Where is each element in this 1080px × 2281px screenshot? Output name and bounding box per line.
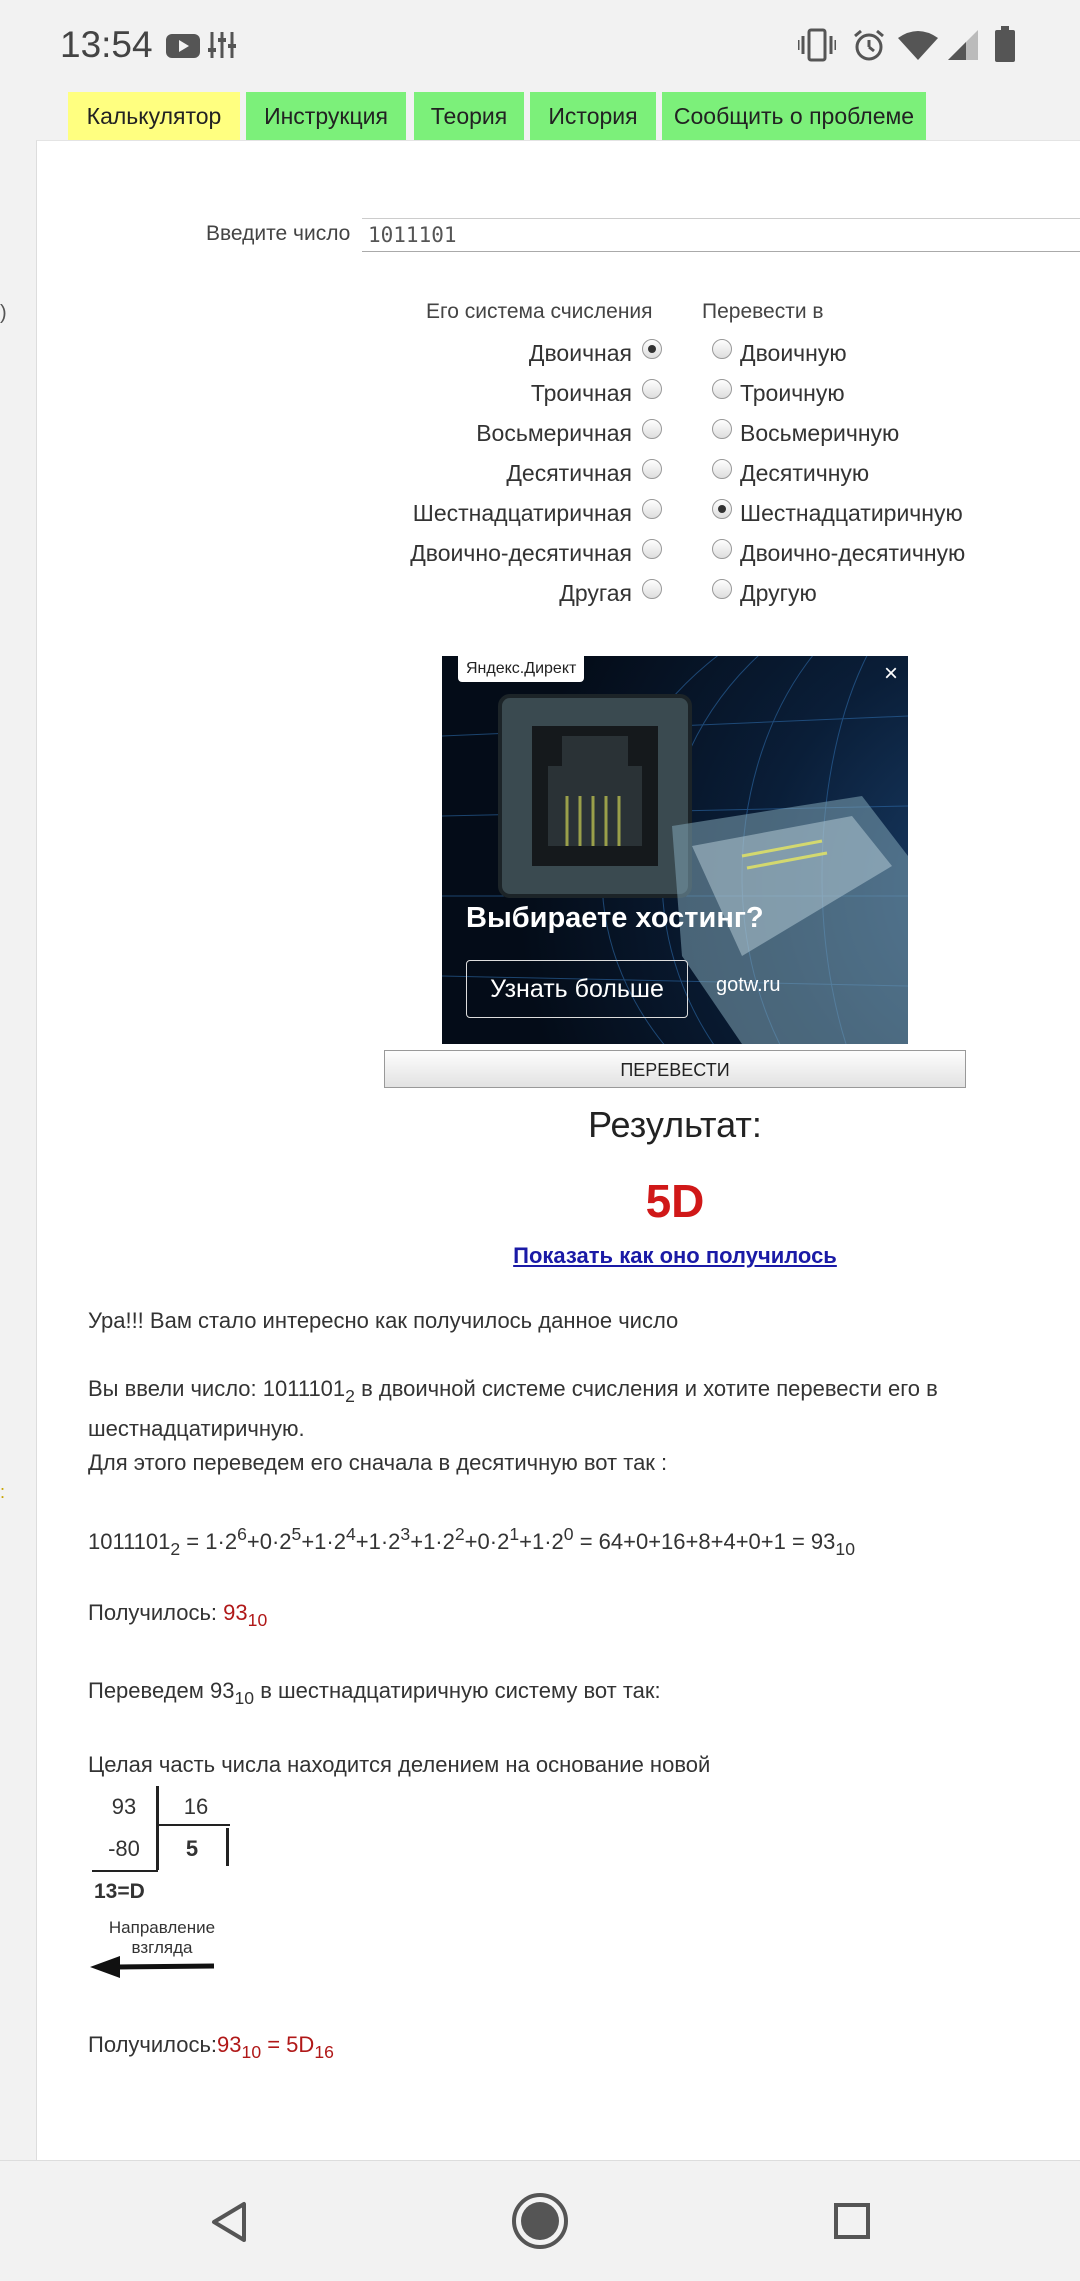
from-option-label: Двоично-десятичная (410, 540, 632, 566)
left-edge-fragment: ) (0, 302, 7, 324)
integer-part-text: Целая часть числа находится делением на основание новой (88, 1752, 711, 1777)
back-icon[interactable] (210, 2201, 248, 2243)
from-radio-hex[interactable] (642, 499, 662, 519)
to-option-label: Двоично-десятичную (740, 540, 966, 566)
number-input-label: Введите число (206, 222, 351, 245)
to-option-label: Троичную (740, 380, 845, 406)
from-option-label: Восьмеричная (476, 420, 632, 446)
direction-label-line: Направление (108, 1918, 216, 1937)
division-divisor: 16 (183, 1794, 209, 1819)
from-option-label: Десятичная (506, 460, 632, 486)
to-radio-other[interactable] (712, 579, 732, 599)
result-value: 5D (645, 1175, 705, 1227)
to-radio-hex[interactable] (712, 499, 732, 519)
expansion-formula: $1011101_2 = 1\cdot 2^6+0\cdot 2^5+1\cdot 2^4+1\cdot 2^3+1\cdot 2^2+0\cdot 2^1+1\cdot 2^0 = 64+0+16+8+4+0+1 = 93_{10}$ (88, 1524, 855, 1559)
entered-number-line-2: шестнадцатиричную. (88, 1416, 305, 1441)
alarm-icon (852, 28, 886, 62)
entered-number-line: Вы ввели число: $1011101_2$ в двоичной системе счисления и хотите перевести его в (88, 1376, 938, 1407)
tab-theory[interactable]: Теория (414, 92, 524, 140)
final-result-line: $Получилось:93_{10} = 5D_{16}$ (88, 2032, 334, 2063)
division-line (226, 1828, 229, 1866)
battery-icon (994, 26, 1016, 62)
recents-icon[interactable] (834, 2203, 870, 2239)
division-dividend: 93 (111, 1794, 137, 1819)
to-base-header: Перевести в (702, 300, 824, 323)
division-subtract: -80 (108, 1836, 140, 1861)
signal-icon (948, 30, 978, 60)
ad-banner[interactable] (442, 656, 908, 1044)
to-radio-binary[interactable] (712, 339, 732, 359)
from-base-header: Его система счисления (426, 300, 653, 323)
convert-button[interactable]: ПЕРЕВЕСТИ (384, 1050, 966, 1088)
explanation-intro: Ура!!! Вам стало интересно как получилось данное число (88, 1308, 679, 1333)
from-radio-bcd[interactable] (642, 539, 662, 559)
status-bar (0, 0, 1080, 90)
from-option-label: Шестнадцатиричная (412, 500, 632, 526)
home-icon[interactable] (510, 2191, 570, 2251)
tab-instruction[interactable]: Инструкция (246, 92, 406, 140)
from-radio-decimal[interactable] (642, 459, 662, 479)
vibrate-icon (798, 28, 836, 62)
ad-domain[interactable]: gotw.ru (716, 974, 781, 996)
ad-source-label: Яндекс.Директ (458, 656, 584, 682)
from-radio-ternary[interactable] (642, 379, 662, 399)
to-radio-decimal[interactable] (712, 459, 732, 479)
tab-history[interactable]: История (530, 92, 656, 140)
to-radio-bcd[interactable] (712, 539, 732, 559)
wifi-icon (898, 30, 938, 60)
from-radio-binary[interactable] (642, 339, 662, 359)
tab-calculator[interactable]: Калькулятор (68, 92, 240, 140)
first-step-text: Для этого переведем его сначала в десятичную вот так : (88, 1450, 668, 1475)
ad-close-icon[interactable]: × (883, 660, 898, 687)
direction-arrow-icon (90, 1952, 216, 1982)
to-radio-ternary[interactable] (712, 379, 732, 399)
result-title: Результат: (588, 1104, 762, 1145)
to-radio-octal[interactable] (712, 419, 732, 439)
equalizer-icon (208, 30, 236, 60)
division-remainder: 13=D (94, 1880, 145, 1903)
to-option-label: Восьмеричную (740, 420, 900, 446)
convert-to-hex-line: Переведем $93_{10}$ в шестнадцатиричную систему вот так: (88, 1678, 661, 1709)
number-input[interactable] (362, 218, 1080, 252)
from-radio-octal[interactable] (642, 419, 662, 439)
from-option-label: Другая (559, 580, 632, 606)
show-how-link[interactable]: Показать как оно получилось (513, 1243, 837, 1268)
from-option-label: Двоичная (528, 340, 632, 366)
to-option-label: Шестнадцатиричную (740, 500, 963, 526)
decimal-result-line: Получилось: $93_{10}$ (88, 1600, 268, 1631)
division-line (158, 1824, 230, 1826)
to-option-label: Двоичную (740, 340, 847, 366)
division-quotient: 5 (185, 1836, 199, 1861)
youtube-icon (166, 34, 200, 58)
navigation-bar (0, 2160, 1080, 2281)
direction-label-line: взгляда (131, 1938, 193, 1957)
division-line (156, 1786, 159, 1870)
from-option-label: Троичная (530, 380, 632, 406)
tab-report-problem[interactable]: Сообщить о проблеме (662, 92, 926, 140)
to-option-label: Десятичную (740, 460, 870, 486)
ad-learn-more-button[interactable]: Узнать больше (466, 960, 688, 1018)
from-radio-other[interactable] (642, 579, 662, 599)
division-line (92, 1870, 158, 1872)
to-option-label: Другую (740, 580, 817, 606)
left-edge-fragment: : (0, 1482, 6, 1502)
ad-headline: Выбираете хостинг? (466, 902, 764, 934)
status-time: 13:54 (60, 24, 153, 65)
